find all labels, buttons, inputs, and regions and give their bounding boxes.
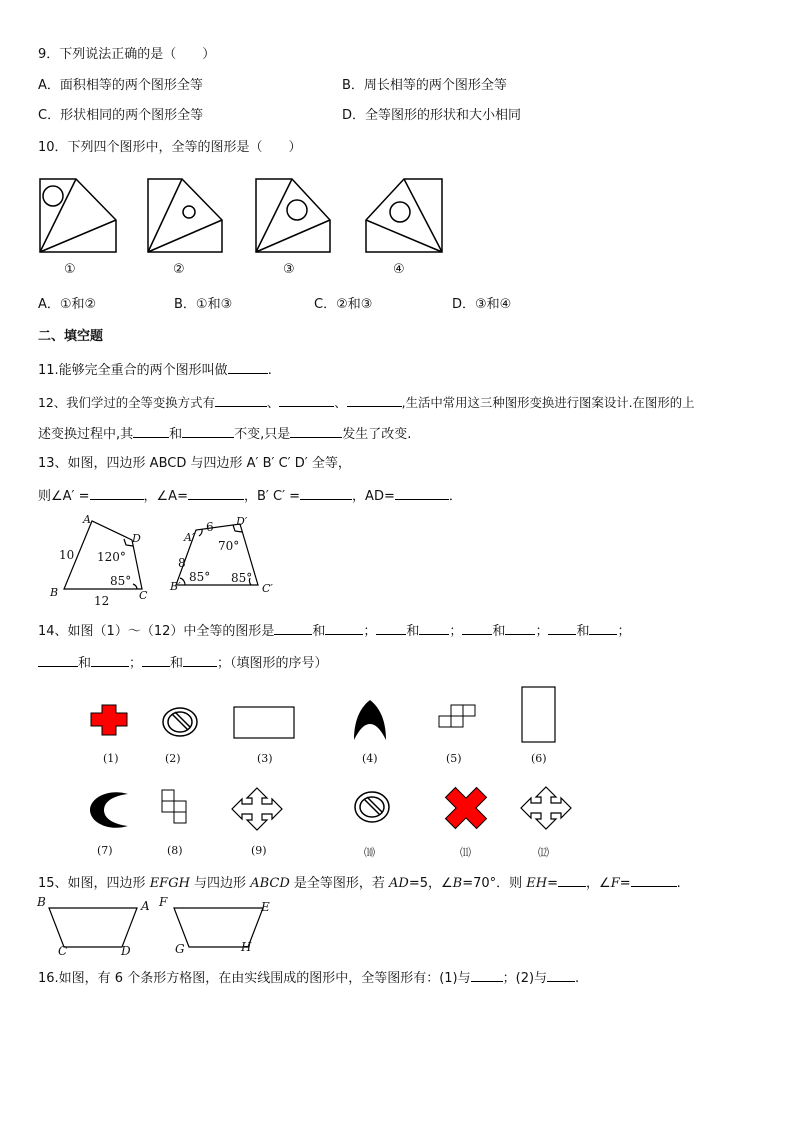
q13-fig2-angle-c: 85° — [231, 571, 253, 585]
q13-fig1-label-d: D — [132, 532, 141, 545]
q14-fig-6-tall-rectangle — [522, 687, 555, 742]
q10-option-b: B．①和③ — [174, 297, 233, 312]
q13-fig1-side-ab: 10 — [59, 548, 75, 562]
q13-blank-1[interactable] — [90, 487, 144, 500]
q10-caption-3: ③ — [283, 262, 295, 277]
q11-text: 11.能够完全重合的两个图形叫做 — [38, 363, 228, 378]
q10-figure-2 — [148, 179, 222, 252]
q12-blank-5[interactable] — [182, 425, 234, 438]
q10-caption-1: ① — [64, 262, 76, 277]
q14-label-12: ⑿ — [538, 846, 549, 859]
q14-label-11: ⑾ — [460, 846, 471, 859]
q10-caption-4: ④ — [393, 262, 405, 277]
q9-option-c: C．形状相同的两个图形全等 — [38, 108, 204, 123]
q9-stem: 9．下列说法正确的是（ ） — [38, 47, 216, 62]
q14-blank-4[interactable] — [419, 622, 449, 635]
q15-label-e: E — [261, 900, 270, 914]
q14-fig-7-crescent — [90, 792, 128, 828]
q13-fig1-label-c: C — [139, 589, 148, 602]
q13-fig1-angle-c: 85° — [110, 574, 132, 588]
q10-option-d: D．③和④ — [452, 297, 512, 312]
q9-option-a: A．面积相等的两个图形全等 — [38, 78, 203, 93]
q15-label-b: B — [37, 895, 46, 909]
q14-label-2: (2) — [165, 752, 181, 765]
q11: 11.能够完全重合的两个图形叫做 . — [38, 363, 272, 378]
q15-label-c: C — [58, 944, 68, 958]
q16: 16.如图，有 6 个条形方格图，在由实线围成的图形中，全等图形有：(1)与 ；(2)与 . — [38, 971, 580, 986]
q12-blank-4[interactable] — [133, 425, 169, 438]
q13-fig1-angle-a: 120° — [97, 550, 126, 564]
q14-label-1: (1) — [103, 752, 119, 765]
q11-blank[interactable] — [228, 361, 268, 374]
q10-figures — [30, 172, 460, 264]
q13-stem: 13、如图，四边形 ABCD 与四边形 A′ B′ C′ D′ 全等， — [38, 456, 351, 471]
q16-blank-1[interactable] — [471, 969, 503, 982]
q14-label-6: (6) — [531, 752, 547, 765]
q12-line1: 12、我们学过的全等变换方式有 、 、 ,生活中常用这三种图形变换进行图案设计.在图形的上 — [38, 395, 695, 410]
q14-fig-4-arch — [354, 700, 386, 740]
q13-fig1-label-b: B — [50, 586, 59, 599]
q14-blank-2[interactable] — [325, 622, 363, 635]
q16-blank-2[interactable] — [547, 969, 575, 982]
q13-fig2-label-a: A′ — [184, 531, 195, 544]
section-title: 二、填空题 — [38, 329, 104, 344]
q10-figure-1 — [40, 179, 116, 252]
q14-fig-2-prohibition — [163, 708, 197, 736]
q9-option-d: D．全等图形的形状和大小相同 — [342, 108, 522, 123]
q10-option-a: A．①和② — [38, 297, 97, 312]
q14-line1: 14、如图（1）～（12）中全等的图形是 和 ； 和 ； 和 ； 和 ； — [38, 624, 631, 639]
q14-fig-5-squares — [439, 705, 475, 727]
q14-label-3: (3) — [257, 752, 273, 765]
q14-blank-7[interactable] — [548, 622, 576, 635]
q14-fig-9-arrows — [232, 788, 282, 830]
q15-label-a: A — [141, 899, 150, 913]
q13-fig1-side-bc: 12 — [94, 594, 110, 608]
q13-blank-4[interactable] — [395, 487, 449, 500]
q14-blank-3[interactable] — [376, 622, 406, 635]
q10-figure-3 — [256, 179, 330, 252]
q10-stem: 10．下列四个图形中，全等的图形是（ ） — [38, 140, 302, 155]
q14-fig-12-arrows — [521, 787, 571, 829]
q14-label-10: ⑽ — [364, 846, 375, 859]
q14-blank-11[interactable] — [142, 654, 170, 667]
q12-blank-3[interactable] — [347, 394, 402, 407]
q14-fig-8-squares — [162, 790, 186, 823]
q14-fig-11-red-cross — [435, 777, 497, 839]
q14-blank-10[interactable] — [91, 654, 129, 667]
q14-figures — [0, 680, 600, 870]
q14-blank-8[interactable] — [589, 622, 617, 635]
q9-option-b: B．周长相等的两个图形全等 — [342, 78, 507, 93]
q13-line2: 则∠A′ = ，∠A= ，B′ C′ = ，AD= ． — [38, 489, 462, 504]
q14-line2: 和 ； 和 ；（填图形的序号） — [38, 654, 328, 672]
q14-label-7: (7) — [97, 844, 113, 857]
q15-label-f: F — [159, 895, 168, 909]
q13-fig2-label-d: D′ — [236, 515, 248, 528]
q12-blank-2[interactable] — [279, 394, 334, 407]
q15-blank-1[interactable] — [558, 874, 586, 887]
q13-fig2-side-ad: 6 — [206, 520, 214, 534]
q14-blank-5[interactable] — [462, 622, 492, 635]
q13-blank-2[interactable] — [188, 487, 244, 500]
q14-fig-1-red-cross — [91, 705, 127, 735]
q14-label-8: (8) — [167, 844, 183, 857]
q13-fig2-label-b: B′ — [170, 580, 181, 593]
q13-fig2-label-c: C′ — [262, 582, 273, 595]
q15-stem: 15、如图，四边形 EFGH 与四边形 ABCD 是全等图形，若 AD=5，∠B=70°．则 EH= ，∠F= . — [38, 876, 681, 891]
q15-label-g: G — [175, 942, 185, 956]
q14-label-4: (4) — [362, 752, 378, 765]
q14-blank-12[interactable] — [183, 654, 217, 667]
q15-label-h: H — [241, 940, 252, 954]
q14-label-9: (9) — [251, 844, 267, 857]
q13-blank-3[interactable] — [300, 487, 352, 500]
q14-fig-3-rectangle — [234, 707, 294, 738]
q10-option-c: C．②和③ — [314, 297, 373, 312]
q13-fig2-side-ab: 8 — [178, 556, 186, 570]
q10-figure-4 — [366, 179, 442, 252]
q14-fig-10-prohibition — [355, 792, 389, 822]
q15-label-d: D — [121, 944, 131, 958]
q14-blank-9[interactable] — [38, 654, 78, 667]
q14-label-5: (5) — [446, 752, 462, 765]
q12-blank-1[interactable] — [215, 394, 267, 407]
q13-fig2-angle-b: 85° — [189, 570, 211, 584]
q14-blank-6[interactable] — [505, 622, 535, 635]
q10-caption-2: ② — [173, 262, 185, 277]
q15-blank-2[interactable] — [631, 874, 677, 887]
q13-fig2-angle-d: 70° — [218, 539, 240, 553]
q14-blank-1[interactable] — [274, 622, 312, 635]
q12-blank-6[interactable] — [290, 425, 342, 438]
q13-fig1-label-a: A — [83, 513, 91, 526]
q12-line2: 述变换过程中,其 和 不变,只是 发生了改变. — [38, 427, 412, 442]
